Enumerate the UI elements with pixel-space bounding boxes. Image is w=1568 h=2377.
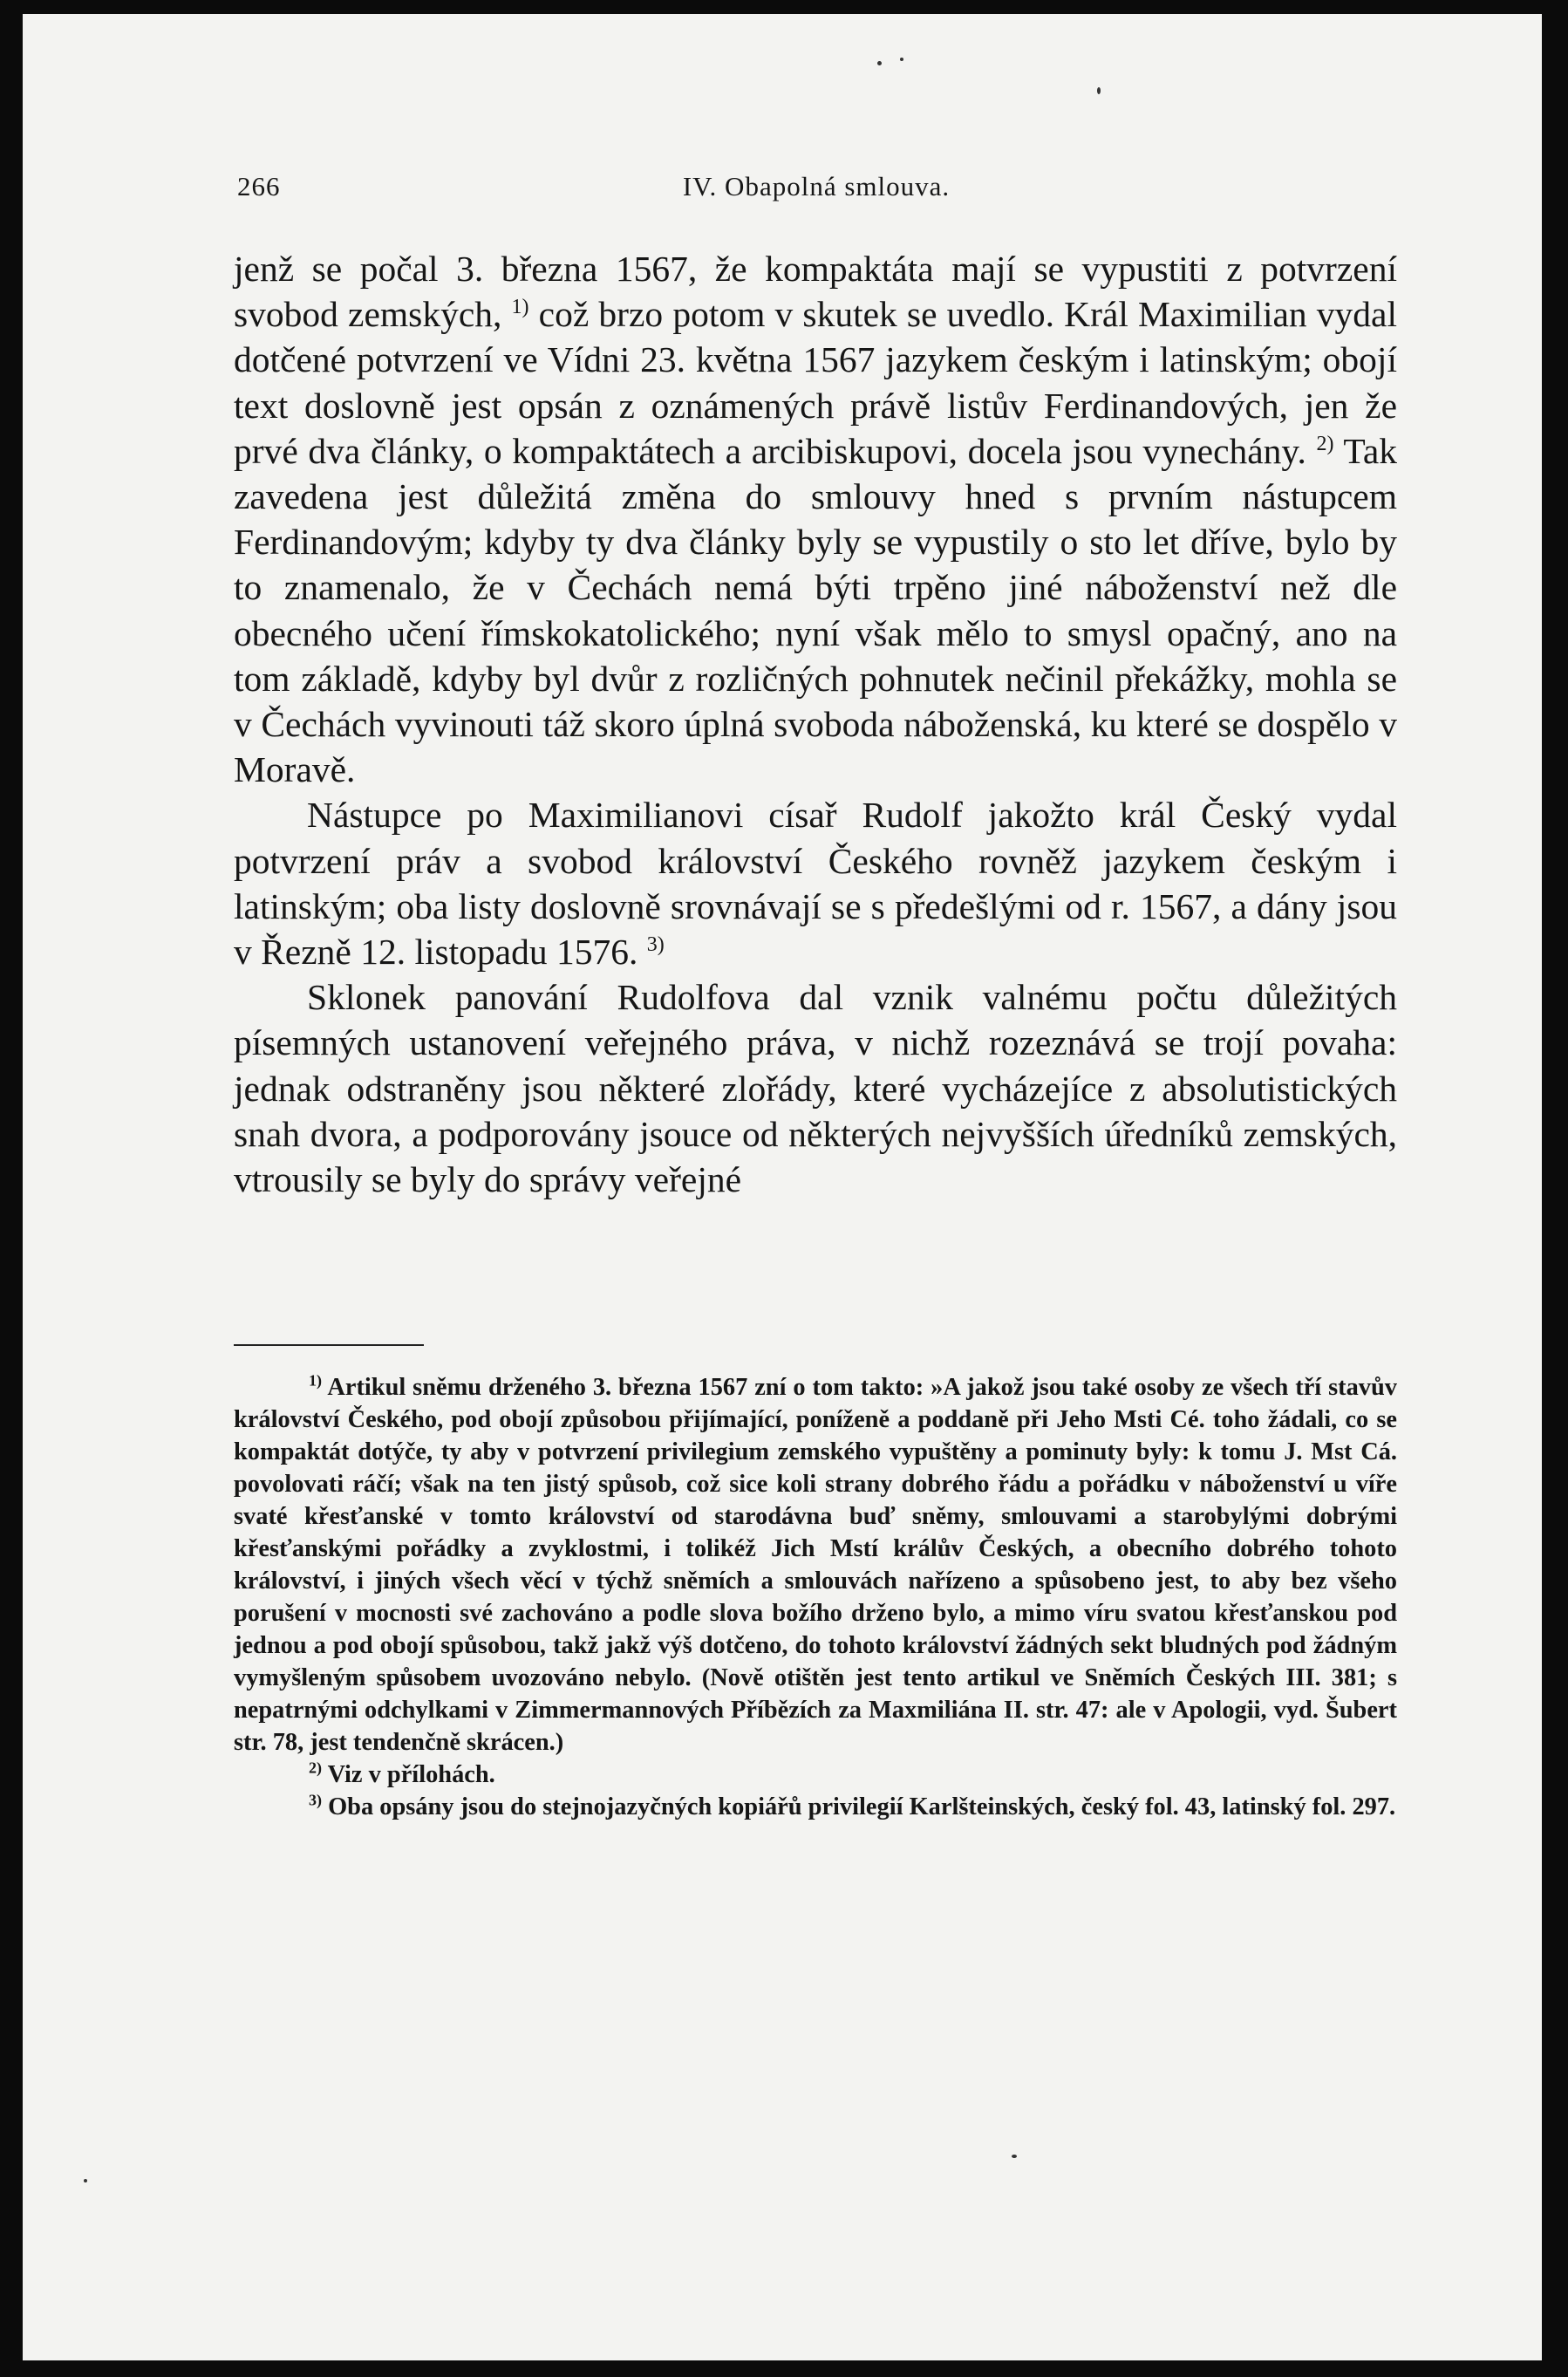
paragraph xyxy=(234,792,1397,974)
footnote-mark: 2) xyxy=(309,1759,322,1777)
scan-speck xyxy=(1097,87,1101,94)
footnote-mark: 1) xyxy=(309,1371,322,1390)
paragraph-text: Tak zavedena jest důležitá změna do smlouvy hned s prvním nástupcem Ferdinandovým; kdyby ty dva články byly se vypustily o sto let dříve, bylo by to znamenalo, že v Čechách nemá býti trpěno jiné náboženství než dle obecného učení římskokatolického; nyní však mělo to smysl opačný, ano na tom základě, kdyby byl dvůr z rozličných pohnutek nečinil překážky, mohla se v Čechách vyvinouti táž skoro úplná svoboda náboženská, ku které se dospělo v Moravě. xyxy=(234,430,1397,790)
paragraph-text: jenž se počal 3. března 1567, že kompaktáta mají se vypustiti z potvrzení svobod zemských, xyxy=(234,249,1397,335)
footnote-text: Viz v přílohách. xyxy=(322,1761,495,1788)
footnote-separator xyxy=(234,1344,424,1346)
paragraph-text: Nástupce po Maximilianovi císař Rudolf jakožto král Český vydal potvrzení práv a svobod království Českého rovněž jazykem českým i latinským; oba listy doslovně srovnávají se s předešlými od r. 1567, a dány jsou v Řezně 12. listopadu 1576. xyxy=(234,795,1397,973)
footnote-reference: 3) xyxy=(646,933,665,957)
paragraph-text: Sklonek panování Rudolfova dal vznik valnému počtu důležitých písemných ustanovení veřejného práva, v nichž rozeznává se trojí povaha: jednak odstraněny jsou některé zlořády, které vycházejíce z absolutistických snah dvora, a podporovány jsouce od některých nejvyšších úředníků zemských, vtrousily se byly do správy veřejné xyxy=(234,977,1397,1200)
paragraph xyxy=(234,974,1397,1202)
page-number: 266 xyxy=(237,171,281,201)
footnotes xyxy=(234,1371,1397,1823)
paragraph-text: což brzo potom v skutek se uvedlo. Král Maximilian vydal dotčené potvrzení ve Vídni 23. května 1567 jazykem českým i latinským; obojí text doslovně jest opsán z oznámených právě listův Ferdinandových, jen že prvé dva články, o kompaktátech a arcibiskupovi, docela jsou vynechány. xyxy=(234,294,1398,471)
scan-speck xyxy=(1012,2155,1017,2158)
running-title: IV. Obapolná smlouva. xyxy=(682,171,951,201)
footnote xyxy=(234,1791,1397,1823)
paragraph xyxy=(234,246,1397,792)
footnote-reference: 1) xyxy=(511,296,529,319)
footnote-mark: 3) xyxy=(309,1791,322,1809)
scan-speck xyxy=(84,2179,87,2182)
footnote-text: Artikul sněmu drženého 3. března 1567 zní o tom takto: »A jakož jsou také osoby ze všech tří stavův království Českého, pod obojí způsobou přijímající, poníženě a poddaně při Jeho Msti Cé. toho žádali, co se kompaktát dotýče, ty aby v potvrzení privilegium zemského vypuštěny a pominuty byly: k tomu J. Mst Cá. povolovati ráčí; však na ten jistý spůsob, což sice koli strany dobrého řádu a pořádku v náboženství u víře svaté křesťanské v tomto království od starodávna buď sněmy, smlouvami a starobylými dobrými křesťanskými pořádky a zvyklostmi, i tolikéž Jich Mstí králův Českých, a obecního dobrého tohoto království, i jiných všech věcí v týchž sněmích a smlouvách nařízeno a spůsobeno jest, to aby bez všeho porušení v mocnosti své zachováno a podle slova božího drženo bylo, a mimo víru svatou křesťanskou pod jednou a pod obojí spůsobou, takž jakž výš dotčeno, do tohoto království žádných sekt bludných pod žádným vymyšleným spůsobem uvozováno nebylo. (Nově otištěn jest tento artikul ve Sněmích Českých III. 381; s nepatrnými odchylkami v Zimmermannových Příbězích za Maxmiliána II. str. 47: ale v Apologii, vyd. Šubert str. 78, jest tendenčně skrácen.) xyxy=(234,1374,1397,1756)
scan-speck xyxy=(900,58,903,61)
footnote-text: Oba opsány jsou do stejnojazyčných kopiářů privilegií Karlšteinských, český fol. 43, latinský fol. 297. xyxy=(322,1793,1396,1820)
page-header xyxy=(237,171,1395,206)
main-text xyxy=(234,246,1397,1202)
footnote xyxy=(234,1759,1397,1791)
footnote xyxy=(234,1371,1397,1759)
scan-speck xyxy=(877,61,882,65)
footnote-reference: 2) xyxy=(1316,432,1334,455)
